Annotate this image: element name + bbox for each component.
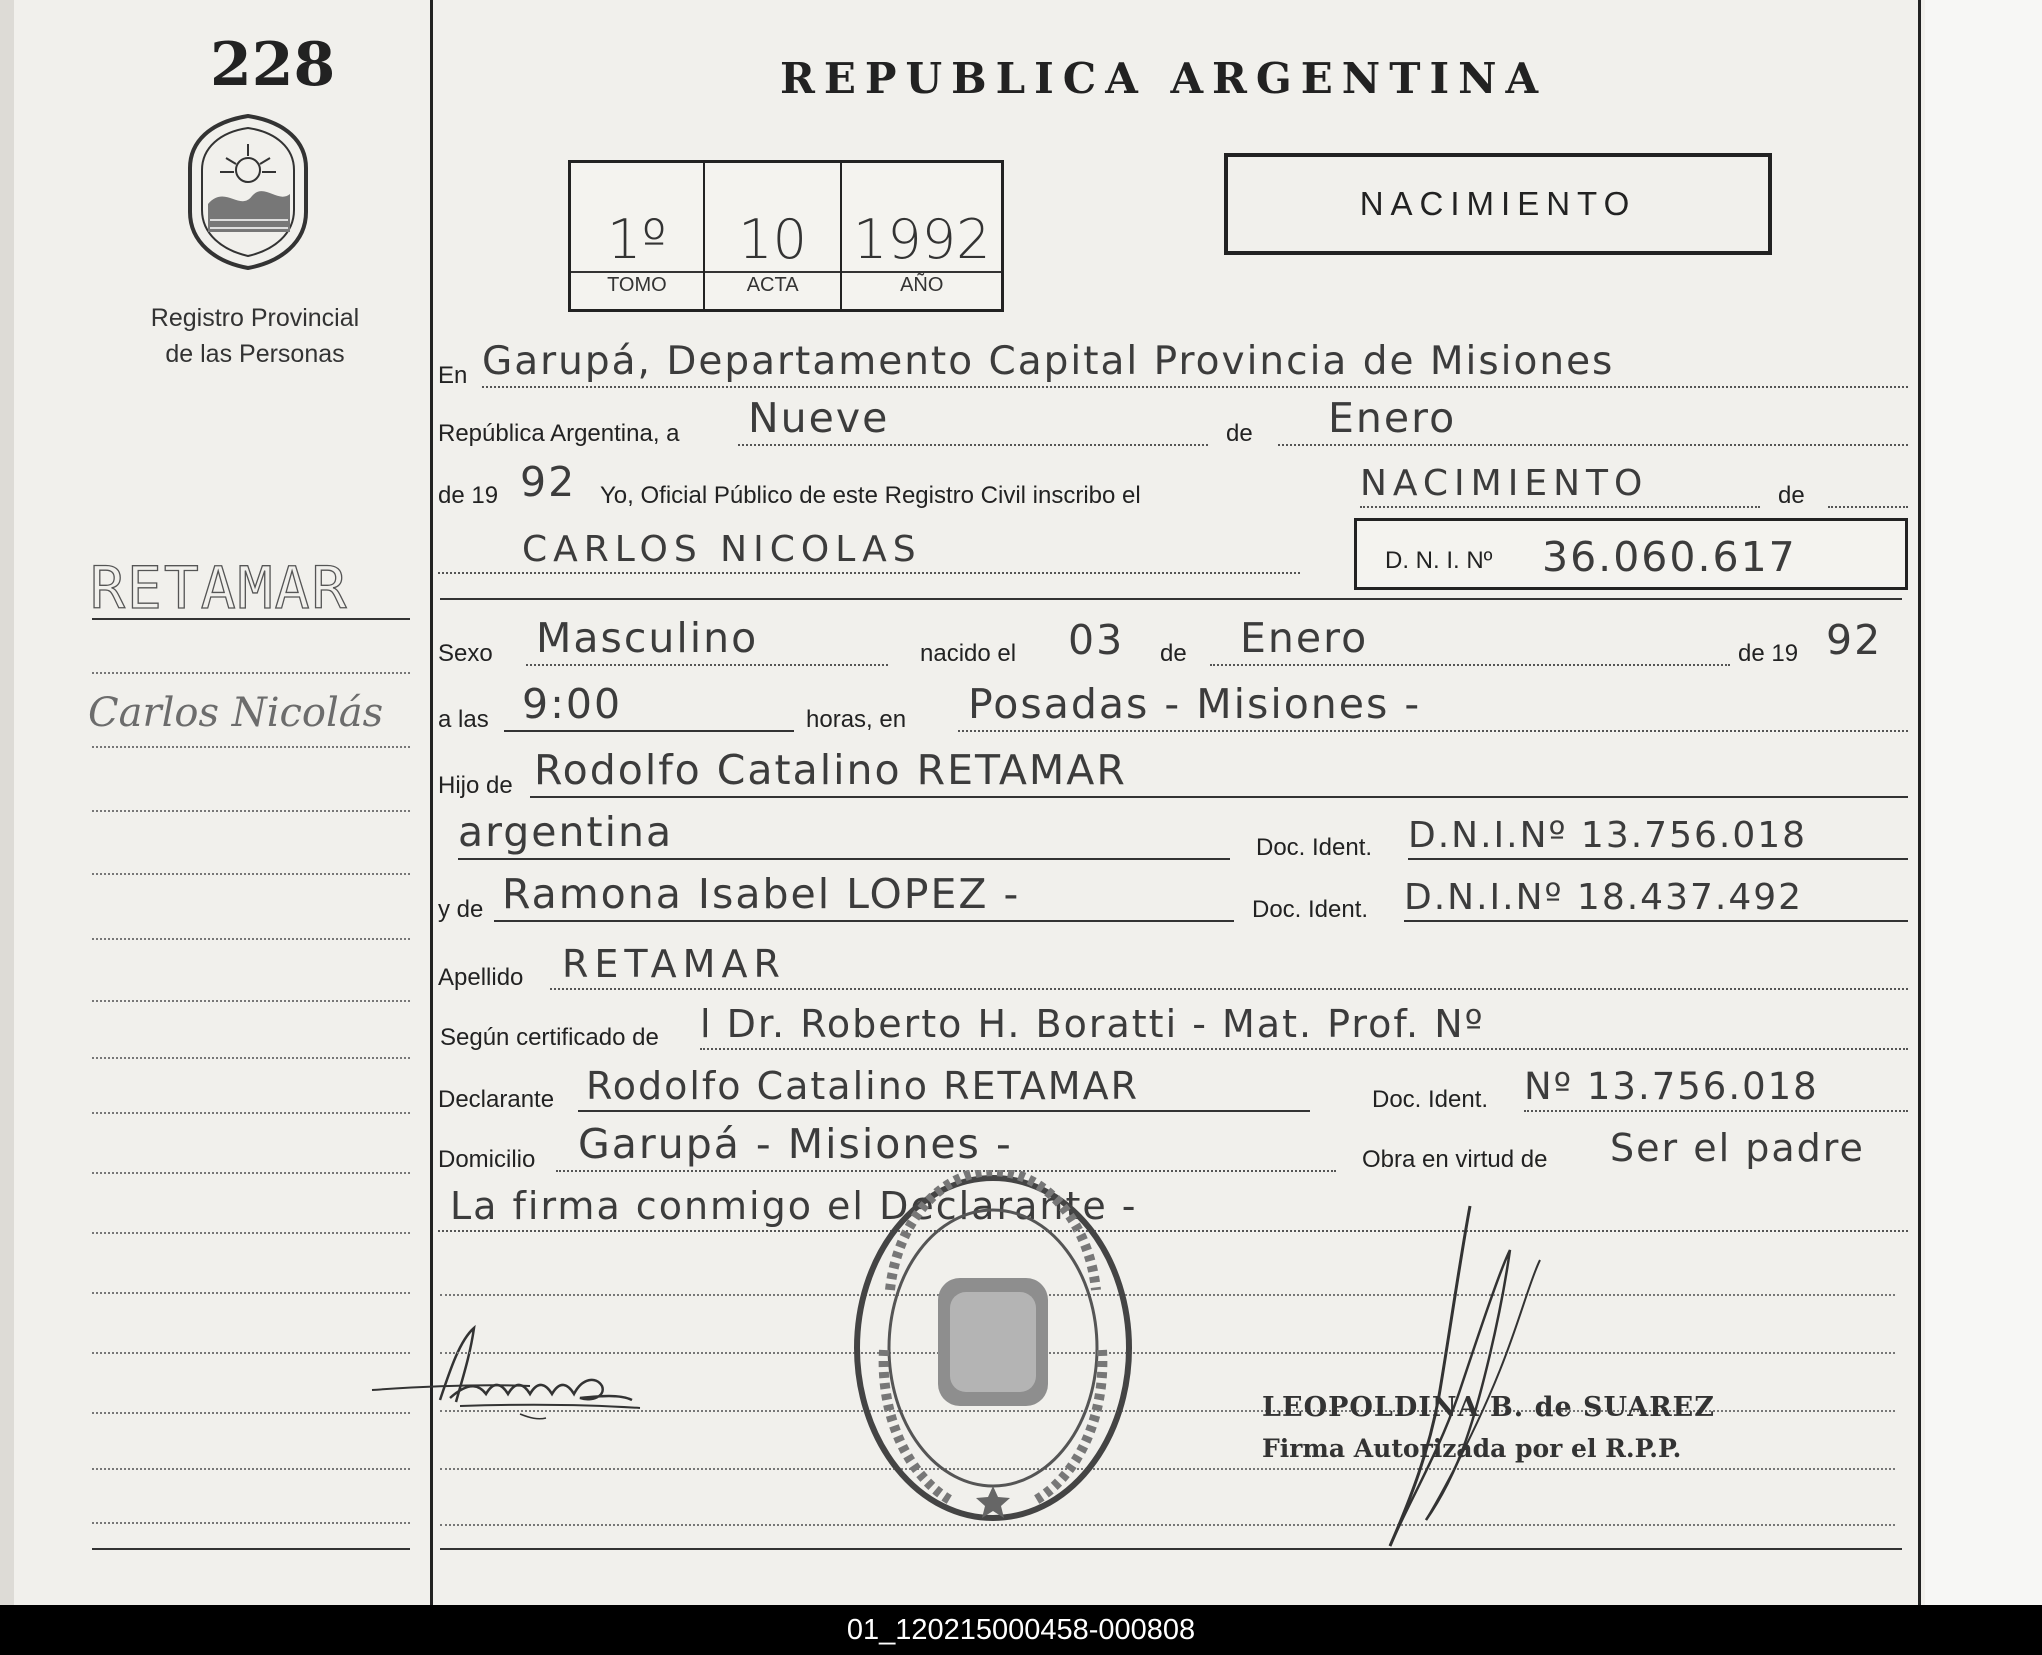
document-title: REPUBLICA ARGENTINA	[780, 54, 1548, 103]
provincial-seal-icon	[180, 112, 316, 272]
row-father	[438, 746, 1908, 806]
en-label: En	[438, 362, 468, 389]
margin-rule	[92, 672, 410, 674]
blank-rule	[440, 1524, 1895, 1526]
birth-month-value: Enero	[1240, 614, 1369, 662]
margin-rule	[92, 1292, 410, 1294]
domicile-value: Garupá - Misiones -	[578, 1120, 1013, 1168]
margin-rule	[92, 938, 410, 940]
image-filename: 01_120215000458-000808	[0, 1605, 2042, 1655]
declarant-signature-icon	[370, 1320, 720, 1430]
year-value: 92	[520, 458, 577, 506]
child-names-field	[438, 518, 1300, 574]
day-value: Nueve	[748, 394, 890, 442]
ano-cell	[842, 163, 1001, 309]
row-sex-birthdate	[438, 614, 1908, 674]
year-field	[520, 454, 590, 508]
row-date	[438, 394, 1908, 454]
row-year-statement	[438, 456, 1908, 516]
domicilio-label: Domicilio	[438, 1146, 536, 1173]
republica-label: República Argentina, a	[438, 420, 680, 447]
birth-day-field	[1056, 612, 1146, 666]
right-margin	[1925, 0, 2042, 1605]
margin-rule	[92, 1172, 410, 1174]
birth-place-value: Posadas - Misiones -	[968, 680, 1422, 728]
act-field	[1360, 452, 1760, 508]
section-separator	[440, 598, 1902, 600]
tomo-cell	[571, 163, 705, 309]
ano-label: AÑO	[900, 274, 944, 296]
note-field	[438, 1176, 1908, 1232]
blank-rule	[440, 1294, 1895, 1296]
father-nationality-value: argentina	[458, 808, 674, 856]
dni-value: 36.060.617	[1542, 533, 1797, 581]
yde-label: y de	[438, 896, 484, 923]
record-number-box	[568, 160, 1004, 312]
margin-rule	[92, 1468, 410, 1470]
declarante-label: Declarante	[438, 1086, 555, 1113]
row-father-doc	[438, 808, 1908, 868]
margin-rule	[92, 746, 410, 748]
official-signature-icon	[1370, 1200, 1560, 1560]
dni-label: D. N. I. Nº	[1385, 547, 1493, 574]
margin-rule	[92, 1412, 410, 1414]
row-surname	[438, 938, 1908, 998]
declarant-doc-field	[1524, 1056, 1908, 1112]
birth-time-value: 9:00	[522, 680, 623, 728]
acta-cell	[705, 163, 843, 309]
dni-box	[1354, 518, 1908, 590]
father-field	[530, 742, 1908, 798]
mother-field	[494, 866, 1234, 922]
blank-rule	[440, 1468, 1895, 1470]
child-names-value: CARLOS NICOLAS	[522, 529, 922, 570]
doc-label: Doc. Ident.	[1256, 834, 1373, 861]
de19-label: de 19	[1738, 640, 1799, 667]
mother-doc-field	[1404, 866, 1908, 922]
official-title: Firma Autorizada por el R.P.P.	[1262, 1434, 1682, 1463]
row-mother	[438, 870, 1908, 930]
blank-rule	[440, 1352, 1895, 1354]
horas-label: horas, en	[806, 706, 907, 733]
declarant-value: Rodolfo Catalino RETAMAR	[586, 1064, 1139, 1108]
day-field	[738, 390, 1208, 446]
father-doc-value: D.N.I.Nº 13.756.018	[1408, 815, 1808, 856]
acta-label: ACTA	[746, 274, 799, 296]
birth-month-field	[1210, 610, 1730, 666]
tomo-label: TOMO	[607, 274, 667, 296]
note-value: La firma conmigo el Declarante -	[450, 1184, 1138, 1228]
obra-label: Obra en virtud de	[1362, 1146, 1548, 1173]
ano-value: 1992	[842, 209, 1001, 273]
nacido-label: nacido el	[920, 640, 1017, 667]
year-prefix-label: de 19	[438, 482, 499, 509]
de-label-3: de	[1160, 640, 1187, 667]
row-declarant	[438, 1060, 1908, 1120]
margin-rule	[92, 618, 410, 620]
birth-year-field	[1826, 612, 1908, 666]
de-label-2: de	[1778, 482, 1805, 509]
declarant-doc-value: Nº 13.756.018	[1524, 1065, 1819, 1108]
declarant-field	[578, 1056, 1310, 1112]
month-value: Enero	[1328, 394, 1457, 442]
apellido-label: Apellido	[438, 964, 524, 991]
sexo-label: Sexo	[438, 640, 493, 667]
row-certificate	[438, 998, 1908, 1058]
margin-rule	[92, 1112, 410, 1114]
page-number: 228	[210, 30, 336, 100]
doc-label-2: Doc. Ident.	[1252, 896, 1369, 923]
sex-field	[526, 610, 888, 666]
bottom-separator	[440, 1548, 1902, 1550]
certifier-value: l Dr. Roberto H. Boratti - Mat. Prof. Nº	[700, 1002, 1485, 1046]
place-field	[482, 332, 1908, 388]
hijo-label: Hijo de	[438, 772, 513, 799]
father-value: Rodolfo Catalino RETAMAR	[534, 746, 1127, 794]
row-note	[438, 1180, 1908, 1240]
row-time-place	[438, 680, 1908, 740]
certificado-label: Según certificado de	[440, 1024, 659, 1051]
de-label: de	[1226, 420, 1253, 447]
margin-rule	[92, 873, 410, 875]
father-nationality-field	[458, 804, 1230, 860]
birth-year-value: 92	[1826, 616, 1883, 664]
margin-rule	[92, 1232, 410, 1234]
page-edge	[0, 0, 14, 1605]
registry-line-2: de las Personas	[165, 340, 345, 368]
official-name: LEOPOLDINA B. de SUAREZ	[1262, 1392, 1715, 1423]
capacity-field	[1610, 1118, 1908, 1172]
registry-line-1: Registro Provincial	[150, 304, 360, 332]
acta-value: 10	[705, 209, 841, 273]
record-type-box: NACIMIENTO	[1224, 153, 1772, 255]
birth-time-field	[504, 676, 794, 732]
de-blank	[1828, 452, 1908, 508]
margin-rule	[92, 1000, 410, 1002]
surname-value: RETAMAR	[562, 942, 786, 986]
margin-given-names: Carlos Nicolás	[88, 690, 384, 736]
tomo-value: 1º	[571, 209, 703, 273]
margin-rule	[92, 1057, 410, 1059]
birth-day-value: 03	[1068, 616, 1125, 664]
domicile-field	[556, 1116, 1336, 1172]
margin-rule	[92, 1352, 410, 1354]
row-domicile	[438, 1120, 1908, 1180]
surname-field	[550, 934, 1908, 990]
margin-rule	[92, 1548, 410, 1550]
doc-label-3: Doc. Ident.	[1372, 1086, 1489, 1113]
month-field	[1278, 390, 1908, 446]
sex-value: Masculino	[536, 614, 759, 662]
row-place	[438, 336, 1908, 396]
official-stamp-icon	[850, 1170, 1136, 1526]
birth-place-field	[958, 676, 1908, 732]
right-border-line	[1918, 0, 1921, 1605]
mother-value: Ramona Isabel LOPEZ -	[502, 870, 1021, 918]
father-doc-field	[1408, 804, 1908, 860]
certifier-field	[700, 994, 1908, 1050]
place-value: Garupá, Departamento Capital Provincia de Misiones	[482, 339, 1615, 384]
margin-rule	[92, 810, 410, 812]
registry-name	[90, 300, 420, 372]
margin-surname-stamp: RETAMAR	[90, 554, 349, 622]
margin-rule	[92, 1522, 410, 1524]
mother-doc-value: D.N.I.Nº 18.437.492	[1404, 877, 1804, 918]
act-value: NACIMIENTO	[1360, 463, 1649, 504]
statement-text: Yo, Oficial Público de este Registro Civil inscribo el	[600, 482, 1141, 509]
alas-label: a las	[438, 706, 489, 733]
capacity-value: Ser el padre	[1610, 1126, 1865, 1170]
